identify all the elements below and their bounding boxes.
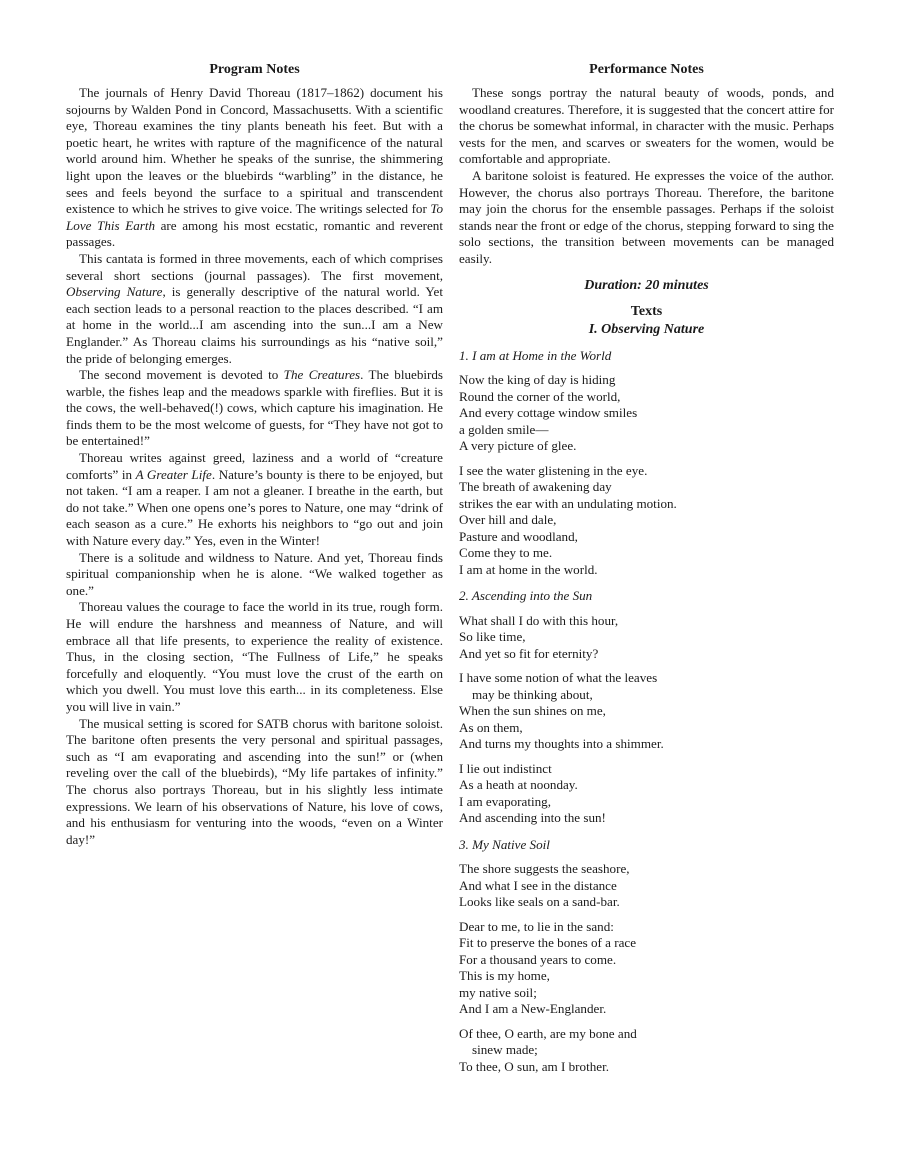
program-notes-paragraph (66, 550, 443, 600)
poem-line: I have some notion of what the leaves (459, 670, 658, 686)
poem-line: I am at home in the world. (459, 561, 598, 577)
work-title: To Love This Earth (66, 201, 443, 233)
poem-line: Come they to me. (459, 545, 553, 561)
poem-line: As on them, (459, 719, 523, 735)
text-run: A baritone soloist is featured. He expresses the voice of the author. However, the chorus also portrays Thoreau. Therefore, the baritone may join the chorus for the ensemble passages. Perhaps if the soloist stands near the front or edge of the chorus, stepping forward to sing the solo sections, the transition between movements can be managed easily. (459, 167, 834, 266)
poem-line: Now the king of day is hiding (459, 372, 616, 388)
text-run: , is generally descriptive of the natural world. Yet each section leads to a personal reaction to the places described. “I am at home in the world...I am ascending into the sun...I am a New Englander.” As Thoreau claims his surroundings as his “native soil,” the pride of belonging emerges. (66, 284, 443, 366)
poem-line: Looks like seals on a sand-bar. (459, 894, 620, 910)
poem-line: may be thinking about, (472, 686, 593, 702)
poem-line: I am evaporating, (459, 793, 551, 809)
duration-value: : 20 minutes (637, 277, 709, 293)
poem-line: What shall I do with this hour, (459, 612, 619, 628)
poem-line: When the sun shines on me, (459, 703, 606, 719)
poem-line: Dear to me, to lie in the sand: (459, 918, 614, 934)
texts-heading: Texts (630, 303, 663, 319)
program-notes-paragraph (66, 599, 443, 715)
poem-line: So like time, (459, 629, 526, 645)
poem-title: 1. I am at Home in the World (459, 347, 612, 363)
poem-line: And what I see in the distance (459, 877, 617, 893)
poem-title: 3. My Native Soil (459, 836, 550, 852)
poem-line: sinew made; (472, 1042, 538, 1058)
poem-line: As a heath at noonday. (459, 777, 578, 793)
program-notes-column (66, 62, 443, 848)
work-title: The Creatures (283, 367, 361, 383)
poem-section (459, 837, 834, 1076)
poem-line: strikes the ear with an undulating motion. (459, 495, 677, 511)
stanza (459, 919, 834, 1018)
stanza (459, 670, 834, 753)
performance-notes-heading: Performance Notes (589, 62, 704, 77)
text-run: This cantata is formed in three movements, each of which comprises several short sections (journal passages). The first movement, (66, 250, 443, 283)
text-run: The second movement is devoted to (79, 367, 284, 383)
poem-line: And ascending into the sun! (459, 810, 606, 826)
program-notes-body (66, 85, 443, 848)
poem-section (459, 588, 834, 827)
text-run: are among his most ecstatic, romantic and reverent passages. (66, 217, 443, 250)
poem-line: Pasture and woodland, (459, 528, 578, 544)
poem-line: The shore suggests the seashore, (459, 861, 630, 877)
text-run: The musical setting is scored for SATB chorus with baritone soloist. The baritone often presents the very personal and spiritual passages, such as “I am evaporating and ascending into the sun!” or (when reveling over the call of the bluebirds), “My life partakes of infinity.” The chorus also portrays Thoreau, but in his slightly less intimate expressions. We learn of his observations of Nature, his love of cows, and his enthusiasm for venturing into the woods, “even on a Winter day!” (66, 715, 443, 847)
poem-line: For a thousand years to come. (459, 951, 617, 967)
program-notes-paragraph (66, 85, 443, 251)
poem-line: This is my home, (459, 968, 550, 984)
text-run: There is a solitude and wildness to Nature. And yet, Thoreau finds spiritual companionship when he is alone. “We walked together as one.” (66, 549, 443, 598)
poem-title: 2. Ascending into the Sun (459, 588, 593, 604)
text-run: The journals of Henry David Thoreau (1817–1862) document his sojourns by Walden Pond in Concord, Massachusetts. With a scientific eye, Thoreau examines the tiny plants beneath his feet. But with a poetic heart, he writes with rapture of the magnificence of the natural world around him. Whether he speaks of the sunrise, the shimmering light upon the leaves or the bluebirds “warbling” in the distance, he sees and feels beyond the surface to a spiritual and transcendent existence to which he strives to give voice. The writings selected for (66, 85, 443, 217)
poem-line: Fit to preserve the bones of a race (459, 935, 637, 951)
stanza (459, 1026, 834, 1076)
text-run: . Nature’s bounty is there to be enjoyed, but not taken. “I am a reaper. I am not a gleaner. I breathe in the earth, but do not take.” When one opens one’s pores to Nature, one may “drink of each season as a cure.” He exhorts his neighbors to “go out and join with Nature every day.” Yes, even in the Winter! (66, 466, 444, 549)
poem-section (459, 348, 834, 579)
poem-line: And yet so fit for eternity? (459, 645, 599, 661)
program-notes-paragraph (66, 450, 443, 550)
program-notes-paragraph (66, 251, 443, 367)
program-notes-paragraph (66, 367, 443, 450)
work-title: Observing Nature (66, 284, 163, 300)
poem-line: And turns my thoughts into a shimmer. (459, 736, 664, 752)
text-run: Thoreau values the courage to face the world in its true, rough form. He will endure the harshness and meanness of Nature, and will embrace all that life presents, to experience the reality of existence. Thus, in the closing section, “The Fullness of Life,” he speaks forcefully and eloquently. “You must love the crust of the earth on which you dwell. You must love this earth... in its completeness. Else you will live in vain.” (66, 599, 443, 714)
poem-line: The breath of awakening day (459, 479, 612, 495)
poems-container (459, 348, 834, 1076)
text-run: . The bluebirds warble, the fishes leap and the meadows sparkle with fireflies. But it is the cows, the well-behaved(!) cows, which capture his imagination. He finds them to be the most welcome of guests, for “They have not got to be entertained!” (66, 367, 444, 449)
poem-line: my native soil; (459, 984, 537, 1000)
stanza (459, 761, 834, 827)
performance-notes-body (459, 85, 834, 268)
poem-line: I see the water glistening in the eye. (459, 462, 648, 478)
performance-notes-column (459, 62, 834, 1075)
movement-title: I. Observing Nature (588, 321, 705, 337)
duration-label: Duration (584, 277, 638, 293)
poem-line: I lie out indistinct (459, 760, 552, 776)
program-notes-heading: Program Notes (209, 62, 300, 77)
poem-line: Round the corner of the world, (459, 388, 621, 404)
work-title: A Greater Life (135, 466, 212, 482)
poem-line: Over hill and dale, (459, 512, 557, 528)
text-run: Thoreau writes against greed, laziness and a world of “creature comforts” in (66, 450, 443, 482)
performance-notes-paragraph (459, 85, 834, 168)
poem-line: And I am a New-Englander. (459, 1001, 607, 1017)
poem-line: And every cottage window smiles (459, 405, 638, 421)
stanza (459, 861, 834, 911)
poem-line: Of thee, O earth, are my bone and (459, 1025, 637, 1041)
program-notes-paragraph (66, 716, 443, 849)
poem-line: a golden smile— (459, 421, 549, 437)
stanza (459, 463, 834, 579)
stanza (459, 372, 834, 455)
poem-line: A very picture of glee. (459, 438, 577, 454)
performance-notes-paragraph (459, 168, 834, 268)
text-run: These songs portray the natural beauty of woods, ponds, and woodland creatures. Therefore, it is suggested that the concert attire for the chorus be somewhat informal, in character with the music. Perhaps vests for the men, and scarves or sweaters for the women, would be comfortable and appropriate. (459, 85, 834, 167)
duration-line (459, 278, 834, 294)
stanza (459, 613, 834, 663)
poem-line: To thee, O sun, am I brother. (459, 1058, 609, 1074)
